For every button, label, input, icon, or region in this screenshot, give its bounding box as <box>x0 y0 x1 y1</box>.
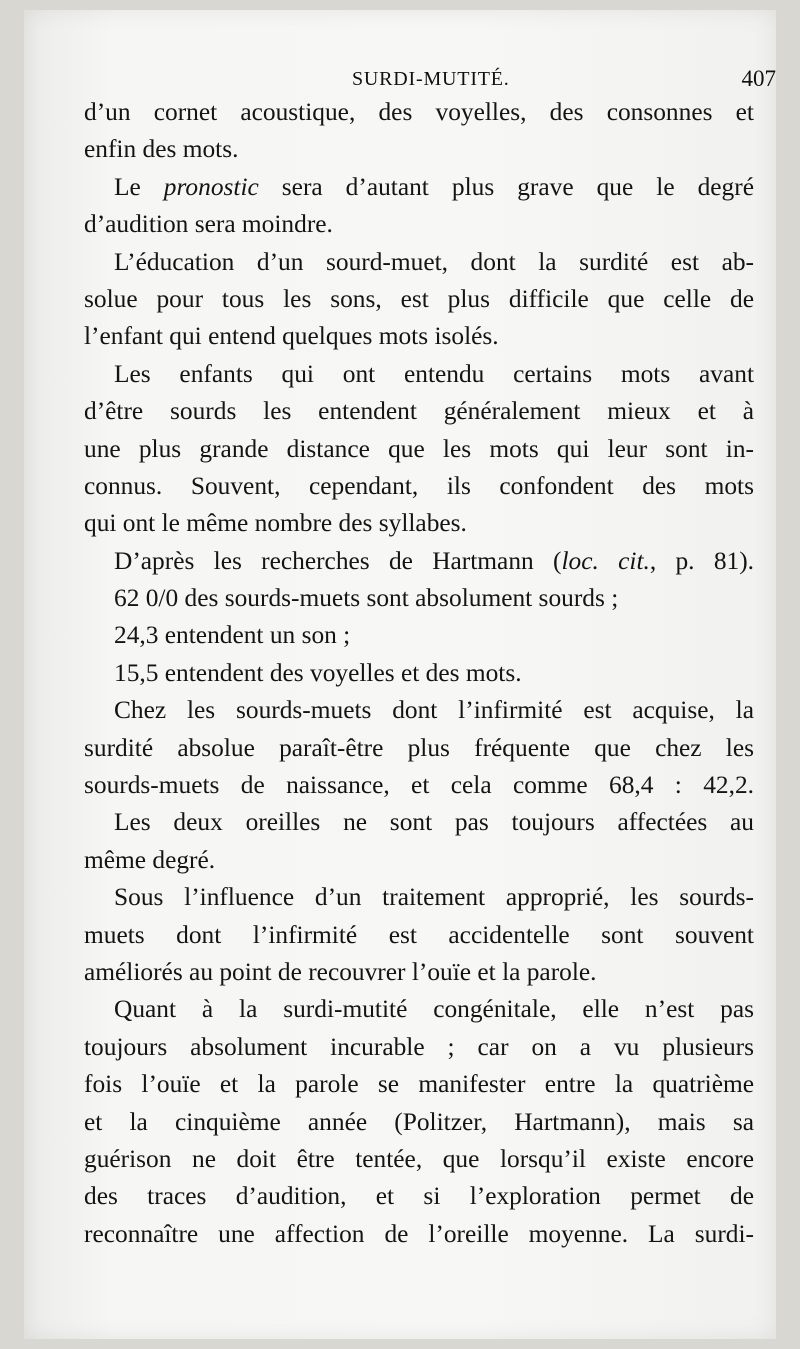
emphasis-text: loc. cit. <box>561 546 650 575</box>
text-line: solue pour tous les sons, est plus difficile que celle de <box>84 284 754 313</box>
text-line: améliorés au point de recouvrer l’ouïe et la parole. <box>84 957 597 986</box>
running-title: SURDI-MUTITÉ. <box>352 68 510 90</box>
text-line: Chez les sourds-muets dont l’infirmité est acquise, la <box>114 696 754 725</box>
text-line: même degré. <box>84 845 216 874</box>
text-line: L’éducation d’un sourd-muet, dont la surdité est ab- <box>114 247 754 276</box>
text-fragment: Le <box>114 172 164 201</box>
text-line: Les enfants qui ont entendu certains mots avant <box>114 359 754 388</box>
page-number: 407 <box>741 66 776 91</box>
text-line: d’un cornet acoustique, des voyelles, des consonnes et <box>84 98 754 126</box>
text-line: des traces d’audition, et si l’exploration permet de <box>84 1182 754 1211</box>
text-line: toujours absolument incurable ; car on a vu plusieurs <box>84 1032 754 1061</box>
text-line: d’audition sera moindre. <box>84 210 333 239</box>
text-line <box>84 543 754 580</box>
text-line: connus. Souvent, cependant, ils confondent des mots <box>84 471 754 500</box>
text-fragment: D’après les recherches de Hartmann ( <box>114 546 562 575</box>
text-line: sourds-muets de naissance, et cela comme 68,4 : 42,2. <box>84 771 754 800</box>
text-line: 62 0/0 des sourds-muets sont absolument sourds ; <box>114 584 619 613</box>
text-line: 24,3 entendent un son ; <box>114 621 351 650</box>
text-line: une plus grande distance que les mots qui leur sont in- <box>84 434 754 463</box>
text-line: guérison ne doit être tentée, que lorsqu’il existe encore <box>84 1144 754 1173</box>
emphasis-text: pronostic <box>163 172 259 201</box>
text-line: Les deux oreilles ne sont pas toujours affectées au <box>114 808 754 837</box>
text-line: l’enfant qui entend quelques mots isolés. <box>84 322 499 351</box>
text-line: reconnaître une affection de l’oreille moyenne. La surdi- <box>84 1219 754 1248</box>
text-fragment: , p. 81). <box>649 546 754 575</box>
text-line: Quant à la surdi-mutité congénitale, elle n’est pas <box>114 995 754 1024</box>
text-line: enfin des mots. <box>84 135 239 164</box>
text-line: Sous l’influence d’un traitement approprié, les sourds- <box>114 883 754 912</box>
text-line: 15,5 entendent des voyelles et des mots. <box>114 658 522 687</box>
text-line <box>84 169 754 206</box>
text-line: muets dont l’infirmité est accidentelle sont souvent <box>84 920 754 949</box>
text-line: surdité absolue paraît-être plus fréquente que chez les <box>84 733 754 762</box>
text-line: fois l’ouïe et la parole se manifester entre la quatrième <box>84 1070 754 1099</box>
text-fragment: sera d’autant plus grave que le degré <box>258 172 754 201</box>
text-line: et la cinquième année (Politzer, Hartmann), mais sa <box>84 1107 754 1136</box>
body-text <box>84 94 754 1253</box>
text-line: qui ont le même nombre des syllabes. <box>84 509 467 538</box>
text-line: d’être sourds les entendent généralement mieux et à <box>84 397 754 426</box>
